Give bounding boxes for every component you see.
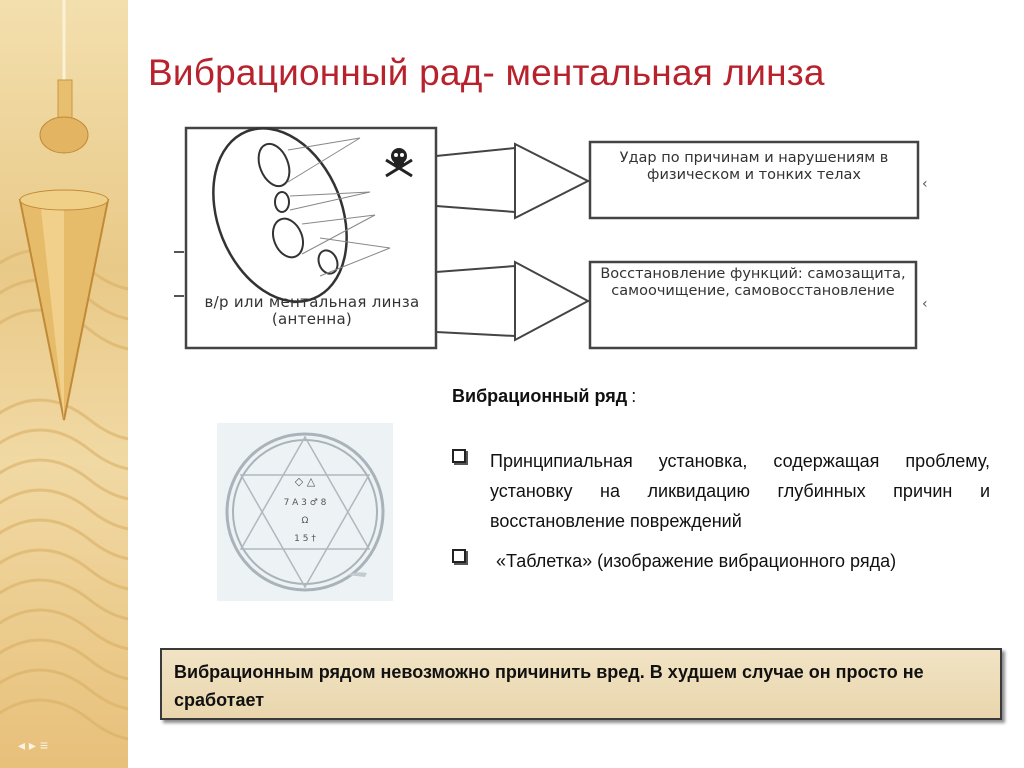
heading-text: Вибрационный ряд xyxy=(452,386,628,406)
talisman-row-4: 1 5 † xyxy=(294,534,316,544)
decorative-side-strip xyxy=(0,0,128,768)
bullet-text: Принципиальная установка, содержащая проблему, установку на ликвидацию глубинных причин и восстановление повреждений xyxy=(490,451,990,531)
talisman-row-2: 7 A 3 ♂ 8 xyxy=(283,498,327,508)
vibration-series-heading xyxy=(452,386,636,407)
talisman-row-3: Ω xyxy=(301,516,309,526)
vibration-series-talisman xyxy=(217,423,393,606)
checkbox-bullet-icon xyxy=(452,549,466,563)
lens-label: в/р или ментальная линза (антенна) xyxy=(204,293,420,329)
svg-text:‹: ‹ xyxy=(922,176,928,192)
restore-functions-box: Восстановление функций: самозащита, самоочищение, самовосстановление xyxy=(600,266,906,299)
talisman-row-1: ◇ △ xyxy=(294,475,316,488)
list-item xyxy=(452,446,990,536)
svg-text:‹: ‹ xyxy=(922,296,928,312)
warning-callout xyxy=(160,648,1002,720)
heading-colon: : xyxy=(631,386,637,406)
checkbox-bullet-icon xyxy=(452,449,466,463)
slide-title: Вибрационный рад- ментальная линза xyxy=(148,52,825,93)
mental-lens-diagram xyxy=(170,120,940,365)
strike-causes-box: Удар по причинам и нарушениям в физическом и тонких телах xyxy=(619,150,889,183)
bullet-text: «Таблетка» (изображение вибрационного ряда) xyxy=(496,551,897,571)
callout-text: Вибрационным рядом невозможно причинить вред. В худшем случае он просто не сработает xyxy=(174,662,924,710)
pendulum-image xyxy=(0,0,128,768)
list-item xyxy=(452,546,1010,576)
slide-nav-icons: ◂ ▸ ≡ xyxy=(18,737,49,753)
bullet-list xyxy=(452,446,990,586)
